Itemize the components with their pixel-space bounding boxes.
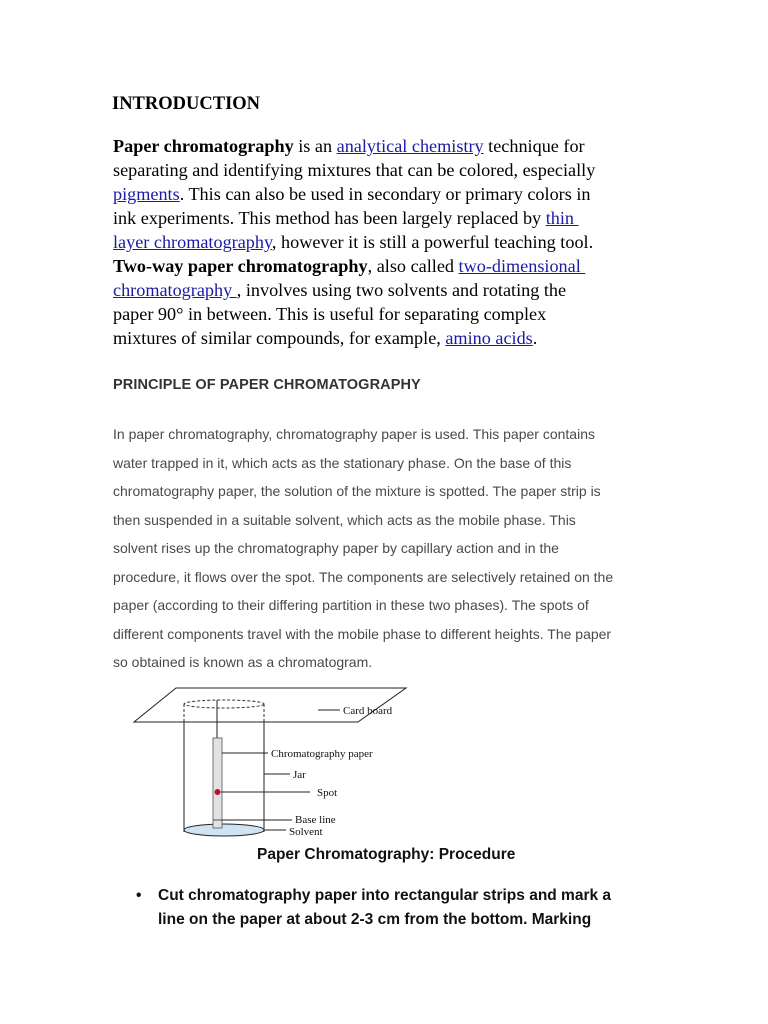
text-run: paper 90° in between. This is useful for separating complex: [113, 304, 547, 324]
principle-line: water trapped in it, which acts as the stationary phase. On the base of this: [113, 454, 572, 471]
principle-line: chromatography paper, the solution of the mixture is spotted. The paper strip is: [113, 483, 601, 499]
text-run: , however it is still a powerful teaching tool.: [271, 232, 594, 252]
wiki-link[interactable]: pigments: [113, 184, 180, 204]
intro-line: [113, 230, 673, 254]
intro-paragraph: [113, 134, 673, 350]
text-run: is an: [293, 136, 337, 156]
intro-line: [113, 158, 673, 182]
wiki-link[interactable]: amino acids: [445, 328, 533, 348]
text-run: .: [532, 328, 538, 348]
label-jar: Jar: [293, 769, 306, 781]
text-run: , also called: [367, 256, 459, 276]
principle-line: different components travel with the mobile phase to different heights. The paper: [113, 625, 612, 642]
paper-strip: [213, 738, 222, 828]
principle-line: procedure, it flows over the spot. The components are selectively retained on the: [113, 568, 614, 585]
bullet-icon: •: [136, 887, 142, 904]
principle-line: solvent rises up the chromatography paper by capillary action and in the: [113, 540, 559, 556]
solvent-shape: [184, 824, 264, 836]
wiki-link[interactable]: chromatography: [113, 280, 237, 300]
label-spot: Spot: [317, 787, 338, 799]
list-item-line: line on the paper at about 2-3 cm from the bottom. Marking: [158, 911, 592, 928]
bold-term: Two-way paper chromatography: [113, 256, 368, 276]
sample-spot: [215, 789, 221, 795]
wiki-link[interactable]: thin: [545, 208, 579, 228]
figure-caption: Paper Chromatography: Procedure: [257, 846, 516, 863]
intro-line: [113, 254, 673, 278]
chromatography-diagram: [130, 682, 420, 838]
principle-line: then suspended in a suitable solvent, which acts as the mobile phase. This: [113, 511, 576, 528]
principle-line: In paper chromatography, chromatography paper is used. This paper contains: [113, 426, 595, 442]
label-chromatography-paper: Chromatography paper: [271, 748, 373, 760]
text-run: ink experiments. This method has been largely replaced by: [113, 208, 546, 228]
label-solvent: Solvent: [289, 826, 323, 838]
procedure-list: [136, 884, 611, 932]
label-base-line: Base line: [295, 814, 336, 826]
intro-line: [113, 302, 673, 326]
text-run: technique for: [483, 136, 585, 156]
list-item-line: Cut chromatography paper into rectangular strips and mark a: [158, 887, 612, 904]
label-card-board: Card board: [343, 705, 393, 717]
wiki-link[interactable]: two-dimensional: [458, 256, 586, 276]
principle-line: so obtained is known as a chromatogram.: [113, 654, 373, 670]
principle-line: paper (according to their differing partition in these two phases). The spots of: [113, 597, 589, 613]
wiki-link[interactable]: layer chromatography: [113, 232, 272, 252]
principle-paragraph: [113, 420, 613, 677]
text-run: mixtures of similar compounds, for example,: [113, 328, 446, 348]
intro-line: [113, 182, 673, 206]
wiki-link[interactable]: analytical chemistry: [336, 136, 484, 156]
intro-line: [113, 326, 673, 350]
text-run: separating and identifying mixtures that can be colored, especially: [113, 160, 596, 180]
intro-line: [113, 206, 673, 230]
text-run: . This can also be used in secondary or primary colors in: [179, 184, 591, 204]
intro-heading: INTRODUCTION: [112, 94, 261, 114]
bold-term: Paper chromatography: [113, 136, 294, 156]
intro-line: [113, 278, 673, 302]
text-run: , involves using two solvents and rotating the: [236, 280, 567, 300]
list-item: [136, 884, 611, 932]
principle-heading: PRINCIPLE OF PAPER CHROMATOGRAPHY: [113, 377, 421, 393]
intro-line: [113, 134, 673, 158]
